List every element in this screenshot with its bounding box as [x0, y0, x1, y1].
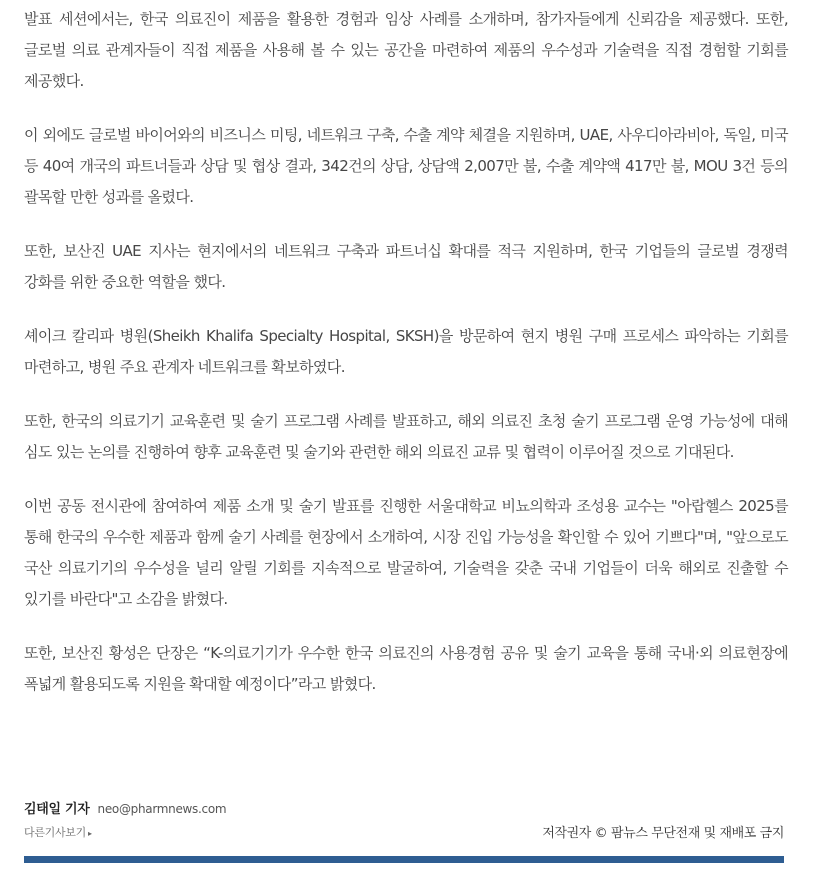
reporter-email[interactable]: neo@pharmnews.com: [97, 802, 227, 816]
reporter-name: 김태일 기자: [24, 802, 90, 817]
reporter-info: [24, 798, 784, 817]
more-articles-label: 다른기사보기: [24, 826, 86, 839]
copyright-notice: 저작권자 © 팜뉴스 무단전재 및 재배포 금지: [542, 826, 784, 841]
article-paragraph: 또한, 보산진 UAE 지사는 현지에서의 네트워크 구축과 파트너십 확대를 적극 지원하며, 한국 기업들의 글로벌 경쟁력 강화를 위한 중요한 역할을 했다.: [24, 242, 788, 291]
more-articles-link[interactable]: [24, 824, 92, 840]
article-paragraph: 이 외에도 글로벌 바이어와의 비즈니스 미팅, 네트워크 구축, 수출 계약 체결을 지원하며, UAE, 사우디아라비아, 독일, 미국 등 40여 개국의 파트너들과 상담 및 협상 결과, 342건의 상담, 상담액 2,007만 불, 수출 계약액 417만 불, MOU 3건 등의 괄목할 만한 성과를 올렸다.: [24, 126, 788, 206]
byline: [24, 798, 784, 841]
article-paragraph: 이번 공동 전시관에 참여하여 제품 소개 및 술기 발표를 진행한 서울대학교 비뇨의학과 조성용 교수는 "아랍헬스 2025를 통해 한국의 우수한 제품과 함께 술기 사례를 현장에서 소개하여, 시장 진입 가능성을 확인할 수 있어 기쁘다"며, "앞으로도 국산 의료기기의 우수성을 널리 알릴 기회를 지속적으로 발굴하여, 기술력을 갖춘 국내 기업들이 더욱 해외로 진출할 수 있기를 바란다"고 소감을 밝혔다.: [24, 497, 788, 608]
article-paragraph: 발표 세션에서는, 한국 의료진이 제품을 활용한 경험과 임상 사례를 소개하며, 참가자들에게 신뢰감을 제공했다. 또한, 글로벌 의료 관계자들이 직접 제품을 사용해 볼 수 있는 공간을 마련하여 제품의 우수성과 기술력을 직접 경험할 기회를 제공했다.: [24, 10, 788, 90]
chevron-right-icon: ▸: [87, 829, 92, 838]
footer-divider-bar: [24, 856, 784, 863]
article-body: [24, 4, 788, 723]
article-paragraph: 셰이크 칼리파 병원(Sheikh Khalifa Specialty Hospital, SKSH)을 방문하여 현지 병원 구매 프로세스 파악하는 기회를 마련하고, 병원 주요 관계자 네트워크를 확보하였다.: [24, 327, 788, 376]
article-paragraph: 또한, 한국의 의료기기 교육훈련 및 술기 프로그램 사례를 발표하고, 해외 의료진 초청 술기 프로그램 운영 가능성에 대해 심도 있는 논의를 진행하여 향후 교육훈련 및 술기와 관련한 해외 의료진 교류 및 협력이 이루어질 것으로 기대된다.: [24, 412, 788, 461]
article-paragraph: 또한, 보산진 황성은 단장은 “K-의료기기가 우수한 한국 의료진의 사용경험 공유 및 술기 교육을 통해 국내·외 의료현장에 폭넓게 활용되도록 지원을 확대할 예정이다”라고 밝혔다.: [24, 644, 788, 693]
